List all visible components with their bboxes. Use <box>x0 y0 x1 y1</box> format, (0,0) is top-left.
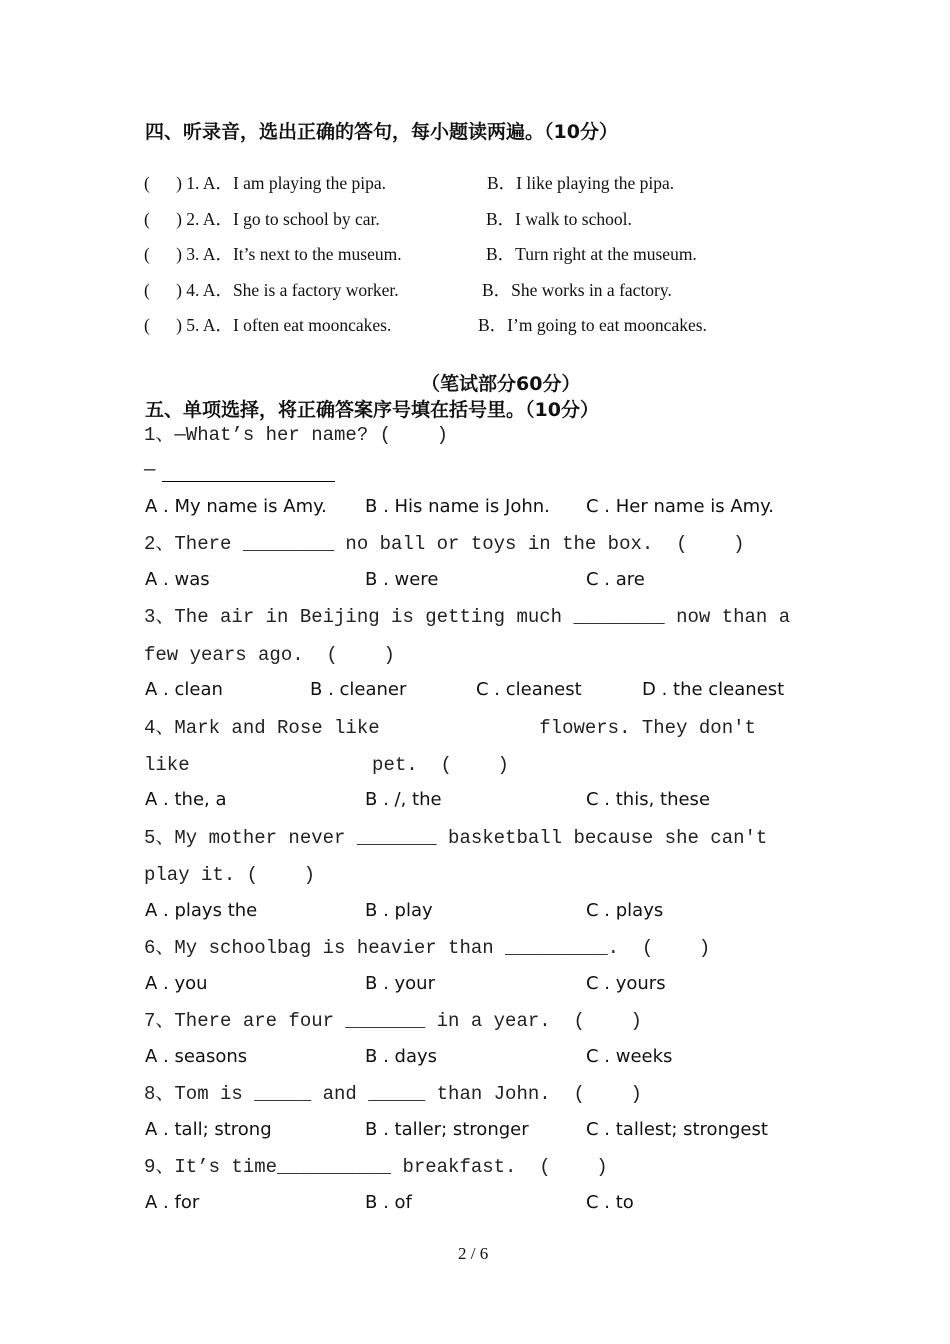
written-part-heading: （笔试部分60分） <box>421 373 581 395</box>
answer-option: C . weeks <box>586 1046 673 1067</box>
answer-option: B . of <box>365 1192 412 1213</box>
question-text: like pet. ( ) <box>144 754 509 776</box>
answer-option: A . you <box>145 973 208 994</box>
listening-item-option-b: B．I walk to school. <box>486 209 632 229</box>
answer-option: C . yours <box>586 973 666 994</box>
question-text: 9、It’s time__________ breakfast. ( ) <box>144 1156 608 1178</box>
listening-item-option-b: B．Turn right at the museum. <box>486 244 697 264</box>
listening-item-option-b: B．I’m going to eat mooncakes. <box>478 315 707 335</box>
listening-item-option-a: ( ) 5. A．I often eat mooncakes. <box>144 315 392 335</box>
question-text: play it. ( ) <box>144 864 316 886</box>
listening-item-option-a: ( ) 3. A．It’s next to the museum. <box>144 244 402 264</box>
question-text: 8、Tom is _____ and _____ than John. ( ) <box>144 1083 642 1105</box>
page-number: 2 / 6 <box>458 1244 489 1263</box>
answer-option: C . cleanest <box>476 679 582 700</box>
question-text: 3、The air in Beijing is getting much ________ now than a <box>144 606 791 628</box>
answer-option: C . Her name is Amy. <box>586 496 774 517</box>
answer-option: B . days <box>365 1046 437 1067</box>
answer-option: B . cleaner <box>310 679 407 700</box>
listening-item-option-b: B．She works in a factory. <box>482 280 672 300</box>
answer-option: B . taller; stronger <box>365 1119 529 1140</box>
answer-option: B . were <box>365 569 439 590</box>
question-text: 5、My mother never _______ basketball because she can't <box>144 827 768 849</box>
answer-option: A . tall; strong <box>145 1119 272 1140</box>
answer-blank-line <box>162 481 335 482</box>
listening-item-option-a: ( ) 2. A．I go to school by car. <box>144 209 380 229</box>
answer-option: A . clean <box>145 679 223 700</box>
answer-option: A . seasons <box>145 1046 248 1067</box>
answer-option: C . this, these <box>586 789 711 810</box>
section5-title: 五、单项选择，将正确答案序号填在括号里。（10分） <box>145 399 599 421</box>
listening-item-option-a: ( ) 4. A．She is a factory worker. <box>144 280 399 300</box>
answer-option: B . His name is John. <box>365 496 550 517</box>
answer-option: C . tallest; strongest <box>586 1119 768 1140</box>
question-text: 1、—What’s her name? ( ) <box>144 424 449 446</box>
answer-option: A . My name is Amy. <box>145 496 327 517</box>
answer-option: C . plays <box>586 900 664 921</box>
question-text: 7、There are four _______ in a year. ( ) <box>144 1010 642 1032</box>
answer-option: C . to <box>586 1192 634 1213</box>
question-text: few years ago. ( ) <box>144 644 395 666</box>
answer-option: D . the cleanest <box>642 679 785 700</box>
answer-option: A . for <box>145 1192 200 1213</box>
question-text: 2、There ________ no ball or toys in the box. ( ) <box>144 533 745 555</box>
listening-item-option-b: B．I like playing the pipa. <box>487 173 675 193</box>
section4-title: 四、听录音，选出正确的答句，每小题读两遍。（10分） <box>145 121 618 143</box>
listening-item-option-a: ( ) 1. A．I am playing the pipa. <box>144 173 387 193</box>
answer-option: A . plays the <box>145 900 258 921</box>
answer-option: C . are <box>586 569 645 590</box>
answer-option: B . play <box>365 900 433 921</box>
question-text: — <box>144 459 156 481</box>
question-text: 4、Mark and Rose like flowers. They don't <box>144 717 756 739</box>
question-text: 6、My schoolbag is heavier than _________. ( ) <box>144 937 711 959</box>
answer-option: B . your <box>365 973 435 994</box>
answer-option: B . /, the <box>365 789 442 810</box>
answer-option: A . the, a <box>145 789 227 810</box>
answer-option: A . was <box>145 569 210 590</box>
